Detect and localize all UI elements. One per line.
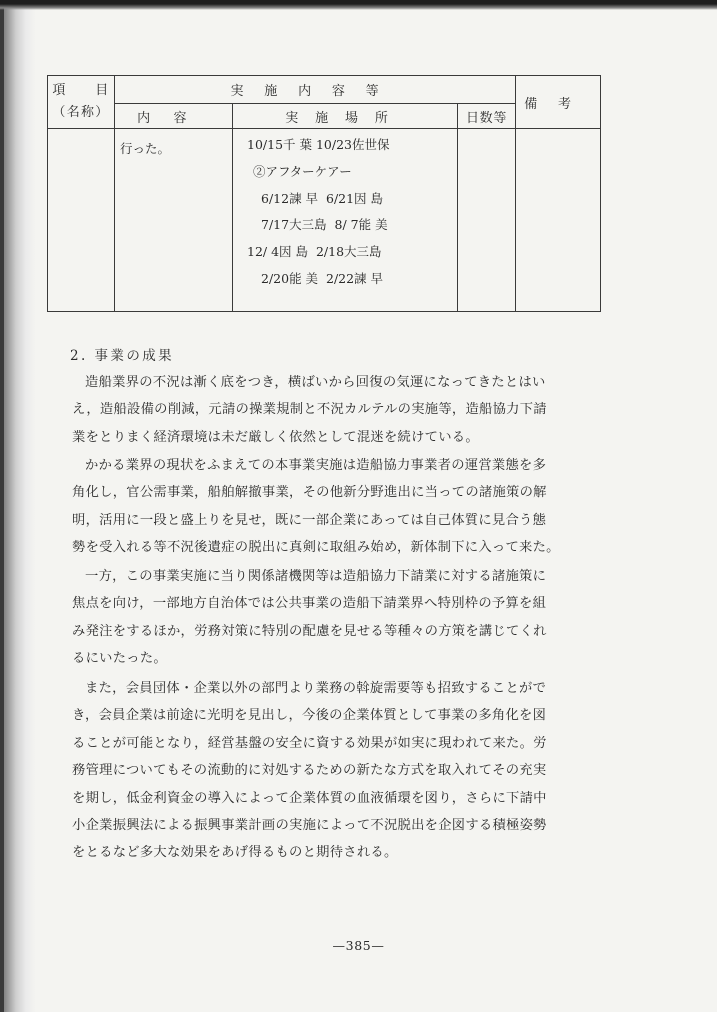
- scan-binding-edge: [0, 0, 4, 1012]
- paragraph-line: かかる業界の現状をふまえての本事業実施は造船協力事業者の運営業態を多: [85, 458, 547, 473]
- paragraph-line: 角化し，官公需事業，船舶解撤事業，その他新分野進出に当っての諸施策の解: [72, 485, 547, 501]
- place-line: ②アフターケアー: [253, 163, 352, 179]
- paragraph-4: [72, 675, 604, 867]
- paragraph-line: また，会員団体・企業以外の部門より業務の斡旋需要等も招致することがで: [85, 681, 547, 696]
- header-item-sublabel: （名称）: [52, 105, 110, 120]
- paragraph-line: え，造船設備の削減，元請の操業規制と不況カルテルの実施等，造船協力下請: [72, 402, 547, 418]
- paragraph-line: み発注をするほか，労務対策に特別の配慮を見せる等種々の方策を講じてくれ: [72, 623, 547, 639]
- row-content-cell: [115, 129, 233, 312]
- place-line: 10/15千 葉 10/23佐世保: [247, 137, 390, 152]
- paragraph-3: [72, 563, 604, 673]
- paragraph-line: 勢を受入れる等不況後遺症の脱出に真剣に取組み始め，新体制下に入って来た。: [72, 540, 560, 556]
- paragraph-line: 務管理についてもその流動的に対処するための新たな方式を取入れてその充実: [72, 763, 547, 779]
- header-item-label: 項 目: [52, 83, 110, 98]
- row-place-cell: [233, 129, 458, 312]
- place-line: 2/20能 美 2/22諫 早: [261, 270, 384, 286]
- header-notes: 備考: [516, 76, 601, 129]
- header-item-cell: [48, 76, 115, 129]
- paragraph-line: 焦点を向け，一部地方自治体では公共事業の造船下請業界へ特別枠の予算を組: [72, 596, 547, 612]
- header-days: 日数等: [458, 104, 516, 129]
- paragraph-line: るにいたった。: [72, 651, 167, 667]
- header-place: 実施場所: [233, 104, 458, 129]
- row-notes-cell: [516, 129, 601, 312]
- paragraph-line: き，会員企業は前途に光明を見出し，今後の企業体質として事業の多角化を図: [72, 708, 547, 724]
- header-implementation: 実施内容等: [115, 76, 516, 104]
- place-line: 6/12諫 早 6/21因 島: [261, 190, 384, 206]
- paragraph-line: 業をとりまく経済環境は未だ厳しく依然として混迷を続けている。: [72, 429, 479, 445]
- place-line: 12/ 4因 島 2/18大三島: [247, 244, 382, 260]
- paragraph-2: [72, 452, 604, 562]
- row-item-cell: [48, 129, 115, 312]
- paragraph-line: を期し，低金利資金の導入によって企業体質の血液循環を図り，さらに下請中: [72, 790, 547, 806]
- row-days-cell: [458, 129, 516, 312]
- header-content: 内容: [115, 104, 233, 129]
- place-line: 7/17大三島 8/ 7能 美: [261, 217, 388, 233]
- page-number: —385—: [332, 938, 385, 953]
- paragraph-line: 一方，この事業実施に当り関係諸機関等は造船協力下請業に対する諸施策に: [85, 569, 547, 584]
- row-content-text: 行った。: [120, 141, 171, 156]
- paragraph-line: 小企業振興法による振興事業計画の実施によって不況脱出を企図する積極姿勢: [72, 818, 547, 834]
- paragraph-line: ることが可能となり，経営基盤の安全に資する効果が如実に現われて来た。労: [72, 735, 547, 751]
- scan-shadow-left: [0, 0, 36, 1012]
- section-title: 2. 事業の成果: [70, 348, 175, 364]
- scan-shadow-top: [0, 0, 717, 10]
- paragraph-line: 造船業界の不況は漸く底をつき，横ばいから回復の気運になってきたとはい: [85, 375, 546, 390]
- paragraph-1: [72, 369, 604, 451]
- implementation-table: [47, 75, 601, 312]
- paragraph-line: 明，活用に一段と盛上りを見せ，既に一部企業にあっては自己体質に見合う態: [72, 512, 547, 528]
- paragraph-line: をとるなど多大な効果をあげ得るものと期待される。: [72, 845, 398, 861]
